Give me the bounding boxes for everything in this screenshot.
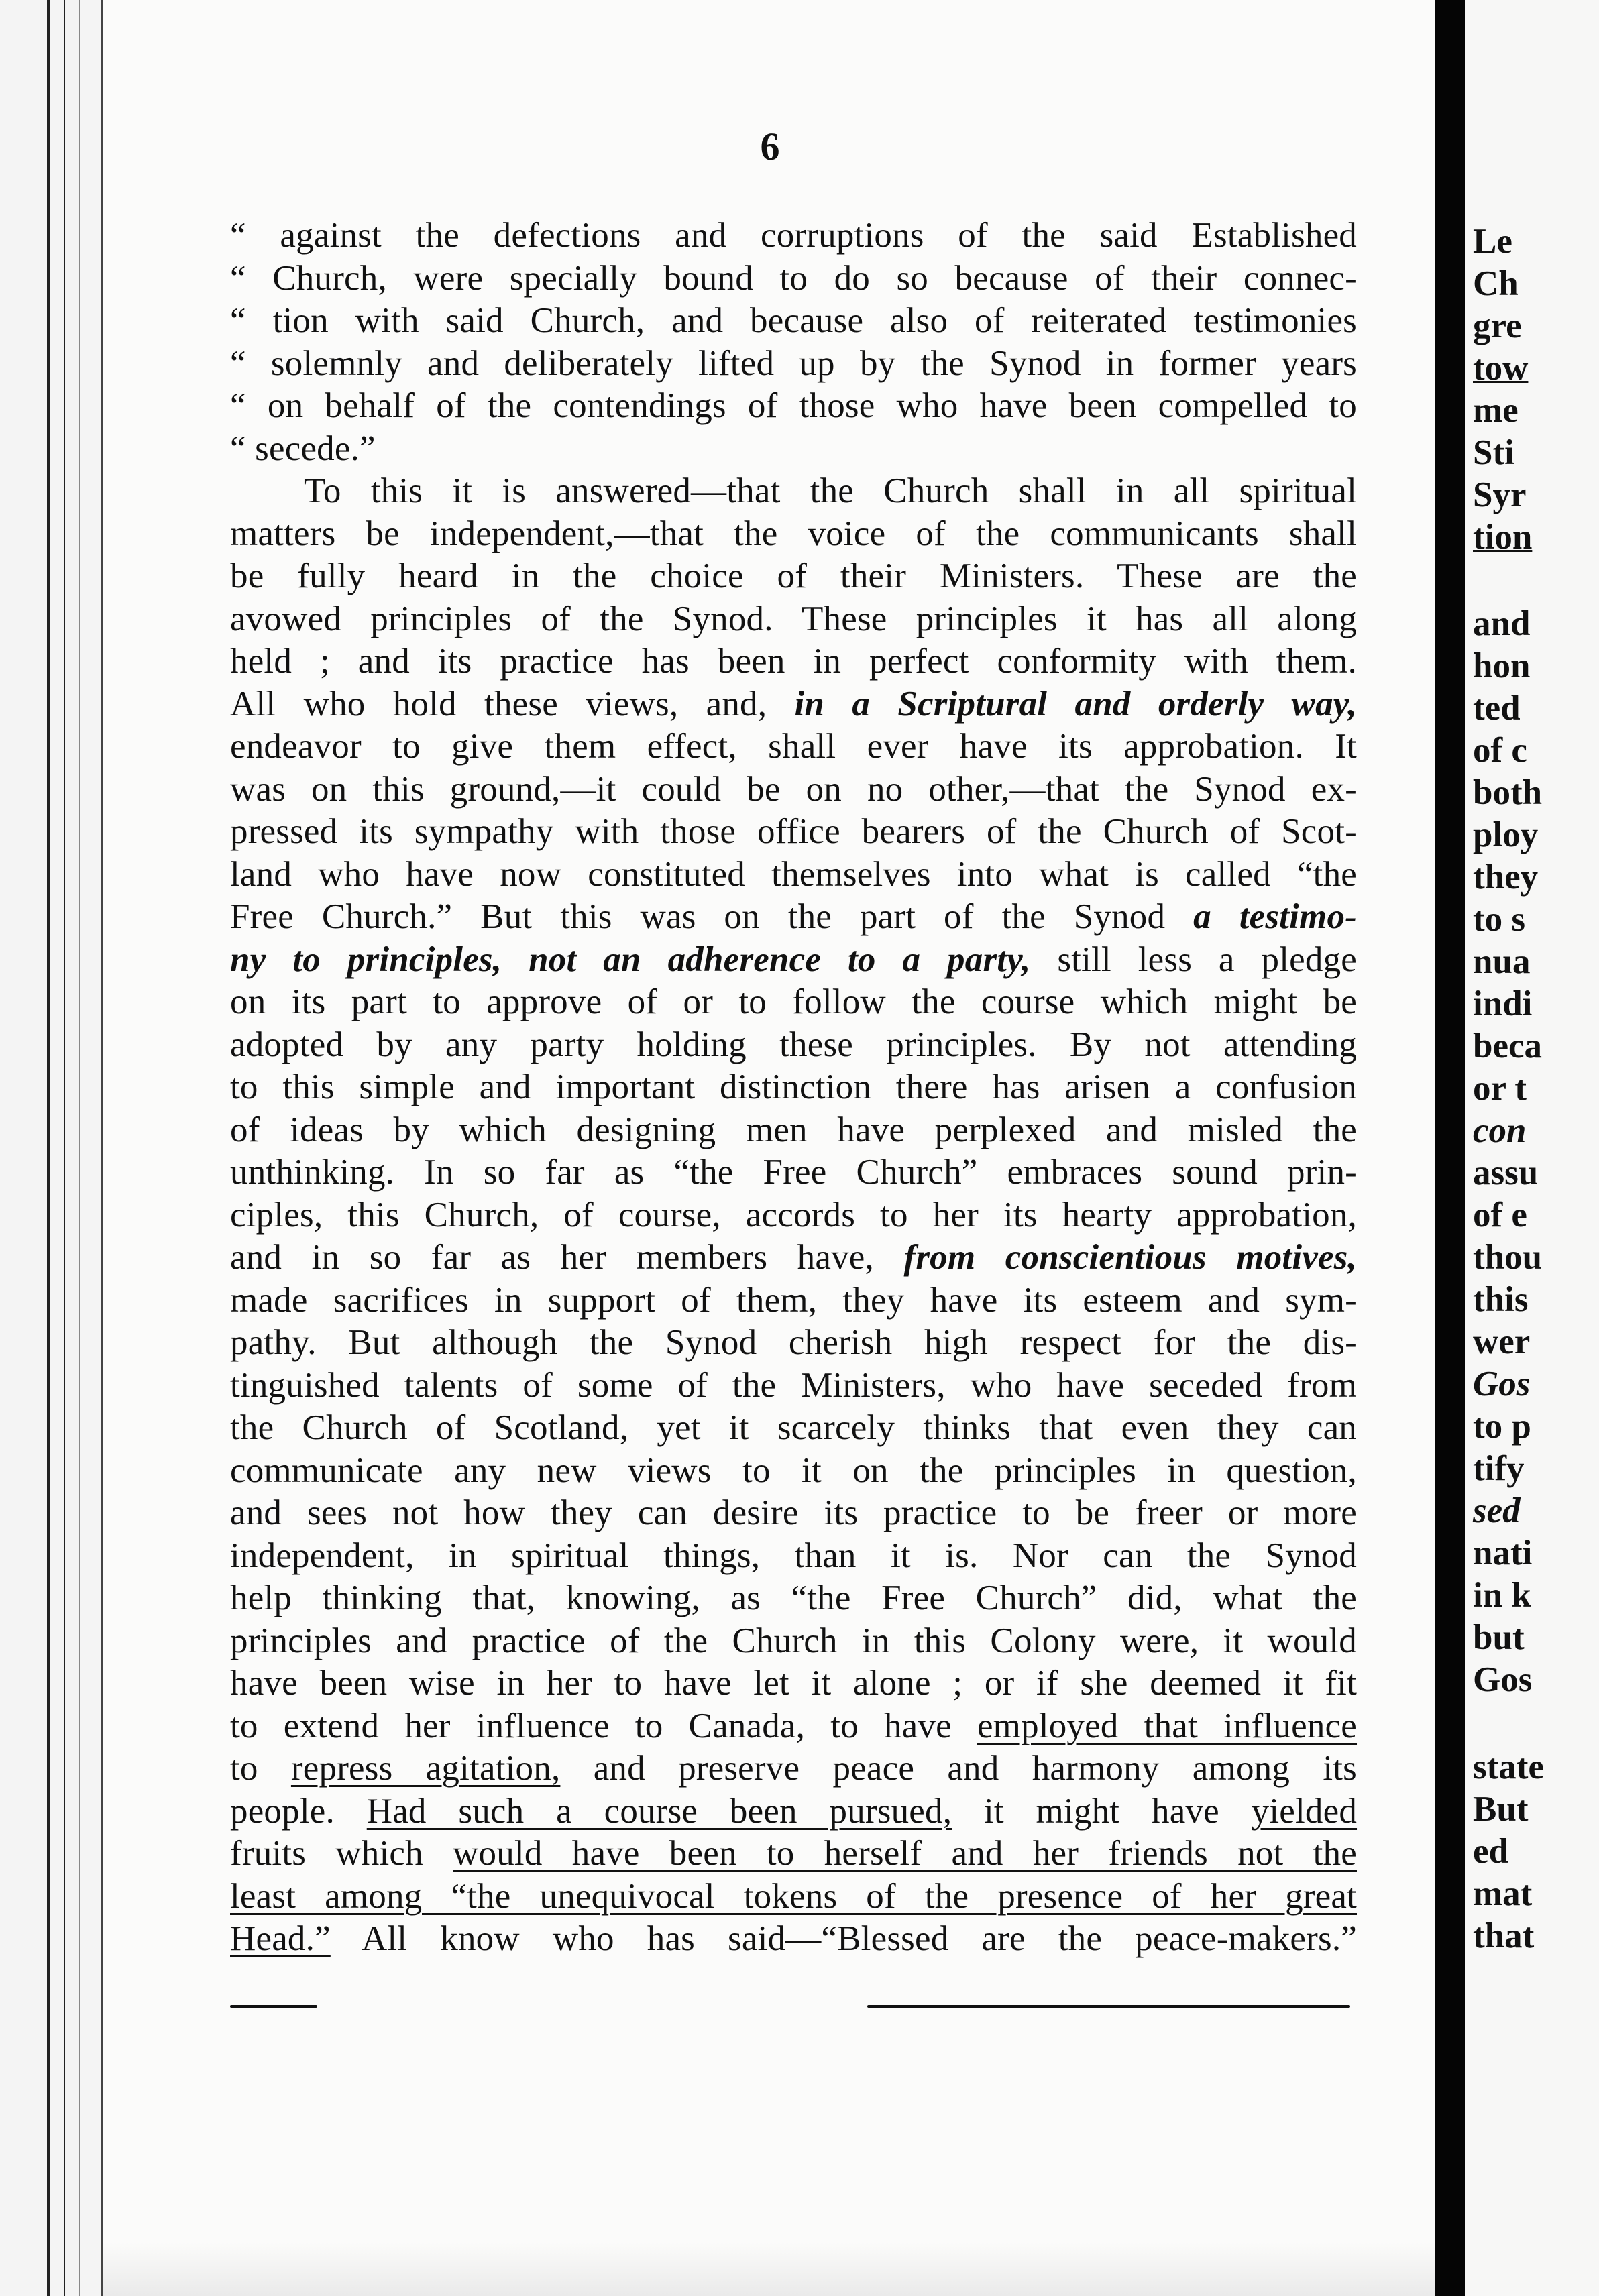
text-line: was on this ground,—it could be on no other,—that the Synod ex- [230, 769, 1357, 809]
text-line: communicate any new views to it on the principles in question, [230, 1450, 1357, 1490]
facing-page-fragment: ed [1473, 1832, 1508, 1871]
text-line: land who have now constituted themselves into what is called “the [230, 854, 1357, 894]
text-line: to extend her influence to Canada, to have employed that influence [230, 1706, 1358, 1745]
facing-page-fragment: or t [1473, 1069, 1527, 1108]
text-line: “ tion with said Church, and because also of reiterated testimonies [230, 301, 1357, 340]
facing-page-fragment: tow [1473, 349, 1529, 388]
text-line: “ secede.” [230, 428, 376, 468]
facing-page-fragment: that [1473, 1916, 1535, 1955]
text-line: adopted by any party holding these principles. By not attending [230, 1025, 1357, 1064]
text-line: of ideas by which designing men have perplexed and misled the [230, 1110, 1357, 1149]
facing-page-fragment: nati [1473, 1534, 1533, 1572]
page-edge-line [64, 0, 65, 2296]
facing-page [1465, 0, 1599, 2296]
facing-page-fragment: tify [1473, 1449, 1525, 1488]
facing-page-fragment: assu [1473, 1153, 1539, 1192]
pencil-underline [230, 2005, 317, 2008]
text-line: the Church of Scotland, yet it scarcely thinks that even they can [230, 1408, 1357, 1447]
facing-page-fragment: ploy [1473, 815, 1539, 854]
text-line: To this it is answered—that the Church shall in all spiritual [304, 471, 1357, 510]
text-line: independent, in spiritual things, than it is. Nor can the Synod [230, 1536, 1357, 1575]
facing-page-fragment: beca [1473, 1027, 1543, 1066]
text-line: “ against the defections and corruptions of the said Established [230, 216, 1357, 255]
text-line: Head.” All know who has said—“Blessed are the peace-makers.” [230, 1919, 1357, 1958]
underlined-phrase: employed that influence [977, 1706, 1358, 1745]
facing-page-fragment: ted [1473, 689, 1521, 728]
text-line: to repress agitation, and preserve peace and harmony among its [230, 1749, 1357, 1788]
facing-page-fragment: thou [1473, 1238, 1543, 1277]
text-line: have been wise in her to have let it alone ; or if she deemed it fit [230, 1664, 1357, 1703]
text-line: pressed its sympathy with those office bearers of the Church of Scot- [230, 812, 1357, 851]
facing-page-fragment: sed [1473, 1491, 1521, 1530]
text-line: held ; and its practice has been in perfect conformity with them. [230, 642, 1357, 681]
facing-page-fragment: Ch [1473, 264, 1519, 303]
facing-page-fragment: wer [1473, 1322, 1531, 1361]
text-line: “ Church, were specially bound to do so because of their connec- [230, 258, 1357, 298]
italic-phrase: a testimo- [1193, 897, 1358, 936]
facing-page-fragment: tion [1473, 518, 1533, 557]
text-line: unthinking. In so far as “the Free Church” embraces sound prin- [230, 1153, 1357, 1192]
text-line: people. Had such a course been pursued, it might have yielded [230, 1791, 1358, 1831]
text-line: and in so far as her members have, from conscientious motives, [230, 1238, 1357, 1277]
page-edge-line [79, 0, 80, 2296]
facing-page-fragment: Syr [1473, 475, 1527, 514]
facing-page-fragment: Gos [1473, 1660, 1533, 1699]
facing-page-fragment: to s [1473, 900, 1526, 939]
text-line: fruits which would have been to herself and her friends not the [230, 1834, 1357, 1873]
text-line [230, 1876, 1357, 1918]
scan-left-margin [0, 0, 101, 2296]
facing-page-fragment: me [1473, 391, 1519, 430]
italic-phrase: in a Scriptural and orderly way, [794, 684, 1358, 724]
facing-page-fragment: con [1473, 1111, 1527, 1150]
text-line: be fully heard in the choice of their Ministers. These are the [230, 557, 1357, 595]
text-line: on its part to approve of or to follow the course which might be [230, 982, 1357, 1021]
text-line: principles and practice of the Church in this Colony were, it would [230, 1621, 1357, 1660]
text-line: made sacrifices in support of them, they have its esteem and sym- [230, 1280, 1357, 1320]
italic-phrase: from conscientious motives, [903, 1238, 1357, 1277]
facing-page-fragment: hon [1473, 646, 1531, 685]
text-line: pathy. But although the Synod cherish high respect for the dis- [230, 1323, 1357, 1362]
text-line: matters be independent,—that the voice of the communicants shall [230, 514, 1357, 553]
facing-page-fragment: Sti [1473, 433, 1514, 472]
facing-page-fragment: But [1473, 1790, 1529, 1829]
text-line: Free Church.” But this was on the part of the Synod a testimo- [230, 897, 1358, 936]
underlined-phrase: would have been to herself and her friends not the [453, 1834, 1357, 1873]
underlined-phrase: repress agitation, [290, 1749, 561, 1788]
body-text [230, 215, 1357, 1961]
facing-page-fragment: indi [1473, 984, 1533, 1023]
facing-page-fragment: state [1473, 1747, 1544, 1786]
book-page [101, 0, 1437, 2296]
pencil-underline [867, 2005, 1350, 2008]
facing-page-fragment: gre [1473, 306, 1522, 345]
text-line: tinguished talents of some of the Ministers, who have seceded from [230, 1365, 1357, 1405]
facing-page-fragment: and [1473, 604, 1531, 643]
facing-page-fragment: Le [1473, 222, 1512, 261]
facing-page-fragment: in k [1473, 1576, 1531, 1615]
underlined-phrase: Had such a course been pursued, [366, 1791, 952, 1831]
text-line: ciples, this Church, of course, accords to her its hearty approbation, [230, 1195, 1357, 1235]
underlined-phrase: Head.” [230, 1919, 331, 1958]
text-line: “ solemnly and deliberately lifted up by the Synod in former years [230, 343, 1357, 383]
underlined-phrase: yielded [1251, 1791, 1358, 1831]
facing-page-fragment: nua [1473, 942, 1531, 981]
facing-page-fragment: mat [1473, 1874, 1533, 1913]
facing-page-fragment: Gos [1473, 1365, 1531, 1403]
facing-page-fragment: of e [1473, 1196, 1527, 1235]
page-edge-line [47, 0, 50, 2296]
text-line: help thinking that, knowing, as “the Free Church” did, what the [230, 1578, 1357, 1617]
facing-page-fragment: but [1473, 1618, 1525, 1657]
facing-page-fragment: of c [1473, 731, 1527, 770]
underlined-phrase: least among “the unequivocal tokens of the presence of her great [230, 1876, 1357, 1916]
text-line: avowed principles of the Synod. These principles it has all along [230, 599, 1357, 638]
text-line: endeavor to give them effect, shall ever have its approbation. It [230, 727, 1357, 766]
text-line: to this simple and important distinction there has arisen a confusion [230, 1068, 1357, 1106]
text-line: “ on behalf of the contendings of those who have been compelled to [230, 386, 1357, 425]
facing-page-fragment: this [1473, 1280, 1529, 1319]
page-gutter [1435, 0, 1465, 2296]
text-line: and sees not how they can desire its practice to be freer or more [230, 1493, 1357, 1532]
page-number: 6 [760, 125, 780, 168]
facing-page-fragment: both [1473, 773, 1543, 812]
text-line: All who hold these views, and, in a Scriptural and orderly way, [230, 684, 1358, 724]
facing-page-fragment: to p [1473, 1407, 1531, 1446]
italic-phrase: ny to principles, not an adherence to a party, [230, 939, 1031, 979]
facing-page-fragment: they [1473, 858, 1539, 897]
text-line: ny to principles, not an adherence to a party, still less a pledge [230, 939, 1358, 979]
